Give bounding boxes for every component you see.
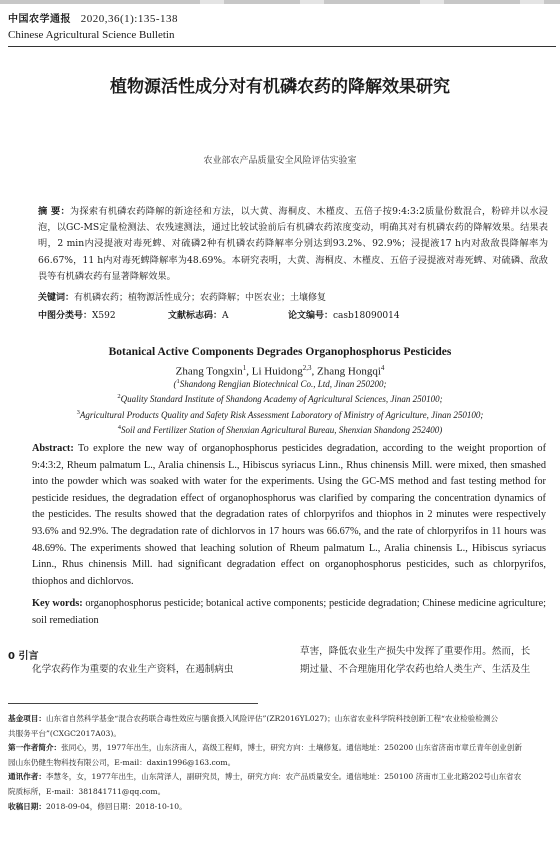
authors-en: Zhang Tongxin$^1$, Li Huidong$^{2,3}$, Zhang Hongqi$^4$	[175, 364, 385, 378]
author-name: Zhang Hongqi	[317, 365, 381, 378]
clc-label: 中图分类号：	[38, 311, 93, 321]
running-header	[8, 10, 552, 41]
body-line: 草害，降低农业生产损失中发挥了重要作用。然而，长	[300, 646, 531, 657]
keywords-cn-text: 有机磷农药；植物源活性成分；农药降解；中医农业；土壤修复	[74, 293, 327, 303]
fund-line: 共服务平台”(CXGC2017A03)。	[8, 728, 121, 738]
first-author-text: 张同心，男，1977年出生，山东济南人，高级工程师，博士，研究方向：土壤修复。通信地址：250200 山东省济南市章丘青年创业创新	[61, 743, 522, 753]
paper-title-cn: 植物源活性成分对有机磷农药的降解效果研究	[110, 77, 450, 97]
aff-sup: 2	[117, 393, 121, 400]
header-rule	[8, 46, 556, 47]
document-code	[168, 308, 229, 321]
journal-name-en: Chinese Agricultural Science Bulletin	[8, 29, 175, 41]
corr-author-line	[8, 770, 556, 785]
aff-text: Quality Standard Institute of Shandong Academy of Agricultural Sciences, Jinan 250100;	[120, 394, 443, 404]
corr-author-text: 李慧冬，女，1977年出生，山东菏泽人，副研究员，博士，研究方向：农产品质量安全。通信地址：250100 济南市工业北路202号山东省农	[45, 772, 522, 782]
abstract-en-text: To explore the new way of organophosphorus pesticides degradation, according to the weight proportion of 9:4:3:2, Rheum palmatum L., Aralia chinensis L., Hibiscus syriacus Linn., Rhus chinensis Mill. were mixed, then smashed into the powder which was soaked with water for the experiments. Using the GC-MS method and fast testing method for pesticide residues, the degradation effect of organophosphorus was clarified by comparing the concentration dynamics of the pesticides. The results showed that the degradation rates of chlorpyrifos and thiophos in 2 minutes were respectively 93.6% and 92.9%. The degradation rate of dichlorvos in 17 hours was 66.67%, and the rate of chlorpyrifos in 11 hours was 48.69%. The experiments showed that leaching solution of Rheum palmatum L., Aralia chinensis L., Hibiscus syriacus Linn., Rhus chinensis Mill. had significant degradation effect on organophosphorus pesticides, such as chlorpyrifos, thiophos and dichlorvos.	[32, 443, 546, 587]
corr-author-label: 通讯作者：	[8, 772, 46, 782]
first-author-label: 第一作者简介：	[8, 743, 62, 753]
aff-sup: 3	[76, 409, 80, 416]
first-author-line	[8, 741, 556, 756]
dates-text: 2018-09-04，修回日期：2018-10-10。	[45, 801, 187, 811]
dates-line	[8, 800, 556, 815]
footnotes	[8, 712, 556, 814]
author-name: Li Huidong	[251, 365, 303, 378]
first-author-line: 园山东仍健生物科技有限公司，E-mail：daxin1996@163.com。	[8, 757, 236, 767]
abstract-cn-label: 摘 要：	[38, 206, 70, 217]
corr-author-line: 院质标所，E-mail：381841711@qq.com。	[8, 786, 166, 796]
abstract-cn	[38, 204, 548, 285]
aff-text: Agricultural Products Quality and Safety Risk Assessment Laboratory of Ministry of Agriculture, Jinan 250100;	[79, 410, 484, 420]
affiliation-en: ($^1$Shandong Rengjian Biotechnical Co., Ltd, Jinan 250200;	[173, 378, 387, 389]
body-line: 化学农药作为重要的农业生产资料，在遏制病虫	[32, 664, 234, 675]
abstract-cn-text: 为探索有机磷农药降解的新途径和方法，以大黄、海桐皮、木槿皮、五倍子按9:4:3:2质量份数混合，粉碎并以水浸泡，以GC-MS定量检测法、农残速测法，通过比较试验前后有机磷农药浓度变动，明确其对有机磷农药的降解效果。结果表明，2 min内浸提液对毒死蜱、对硫磷2种有机磷农药降解率分别达到93.2%、92.9%；浸提液17 h内对敌敌畏降解率为66.67%，11 h内对毒死蜱降解率为48.69%。本研究表明，大黄、海桐皮、木槿皮、五倍子浸提液对毒死蜱、对硫磷、敌敌畏等有机磷农药有显著降解效果。	[38, 206, 548, 282]
doc-label: 文献标志码：	[168, 311, 223, 321]
fund-line	[8, 712, 556, 727]
paper-number	[288, 308, 400, 321]
keywords-cn	[38, 290, 548, 303]
affiliation-en	[0, 393, 560, 404]
affiliation-en: $^4$Soil and Fertilizer Station of Shenxian Agricultural Bureau, Shenxian Shandong 252400)	[117, 424, 443, 435]
keywords-cn-label: 关键词：	[38, 293, 75, 303]
journal-name-cn: 中国农学通报	[8, 14, 71, 25]
section-heading: 0 引言	[8, 651, 39, 662]
dates-label: 收稿日期：	[8, 801, 46, 811]
aff-sup: 1	[176, 378, 180, 385]
author-sup: 4	[380, 364, 385, 372]
affiliation-cn: 农业部农产品质量安全风险评估实验室	[203, 156, 357, 166]
aff-text: Shandong Rengjian Biotechnical Co., Ltd, Jinan 250200;	[179, 379, 387, 389]
author-sup: 1	[242, 364, 247, 372]
affiliation-en	[0, 409, 560, 420]
band-mark	[300, 0, 324, 4]
paper-label: 论文编号：	[288, 311, 334, 321]
keywords-en-label: Key words:	[32, 598, 83, 609]
fund-text: 山东省自然科学基金“混合农药联合毒性效应与膳食摄入风险评估”(ZR2016YL027)；山东省农业科学院科技创新工程“农业检验检测公	[45, 714, 499, 723]
author-name: Zhang Tongxin	[175, 365, 243, 378]
doc-value: A	[222, 311, 229, 321]
classification-row	[38, 308, 548, 322]
journal-line	[8, 10, 552, 25]
body-column-right	[300, 643, 558, 679]
paper-value: casb18090014	[333, 311, 400, 321]
abstract-en	[32, 441, 546, 590]
body-line: 期过量、不合理施用化学农药也给人类生产、生活及生	[300, 664, 531, 675]
top-scan-band	[0, 0, 560, 4]
fund-label: 基金项目：	[8, 714, 46, 723]
keywords-en-text: organophosphorus pesticide; botanical active components; pesticide degradation; Chinese medicine agriculture; soil remediation	[32, 598, 547, 626]
journal-citation: 2020,36(1):135-138	[80, 13, 178, 25]
body-column-left	[32, 661, 282, 679]
band-mark	[420, 0, 444, 4]
footnote-rule	[8, 703, 258, 704]
keywords-en	[32, 596, 546, 629]
clc-value: X592	[92, 311, 116, 321]
abstract-en-label: Abstract:	[32, 443, 74, 454]
band-mark	[200, 0, 224, 4]
aff-text: Soil and Fertilizer Station of Shenxian Agricultural Bureau, Shenxian Shandong 252400	[121, 425, 440, 435]
aff-sup: 4	[117, 424, 121, 431]
clc-number	[38, 308, 116, 321]
paper-title-en: Botanical Active Components Degrades Organophosphorus Pesticides	[108, 346, 452, 358]
band-mark	[520, 0, 544, 4]
author-sup: 2,3	[302, 364, 312, 372]
